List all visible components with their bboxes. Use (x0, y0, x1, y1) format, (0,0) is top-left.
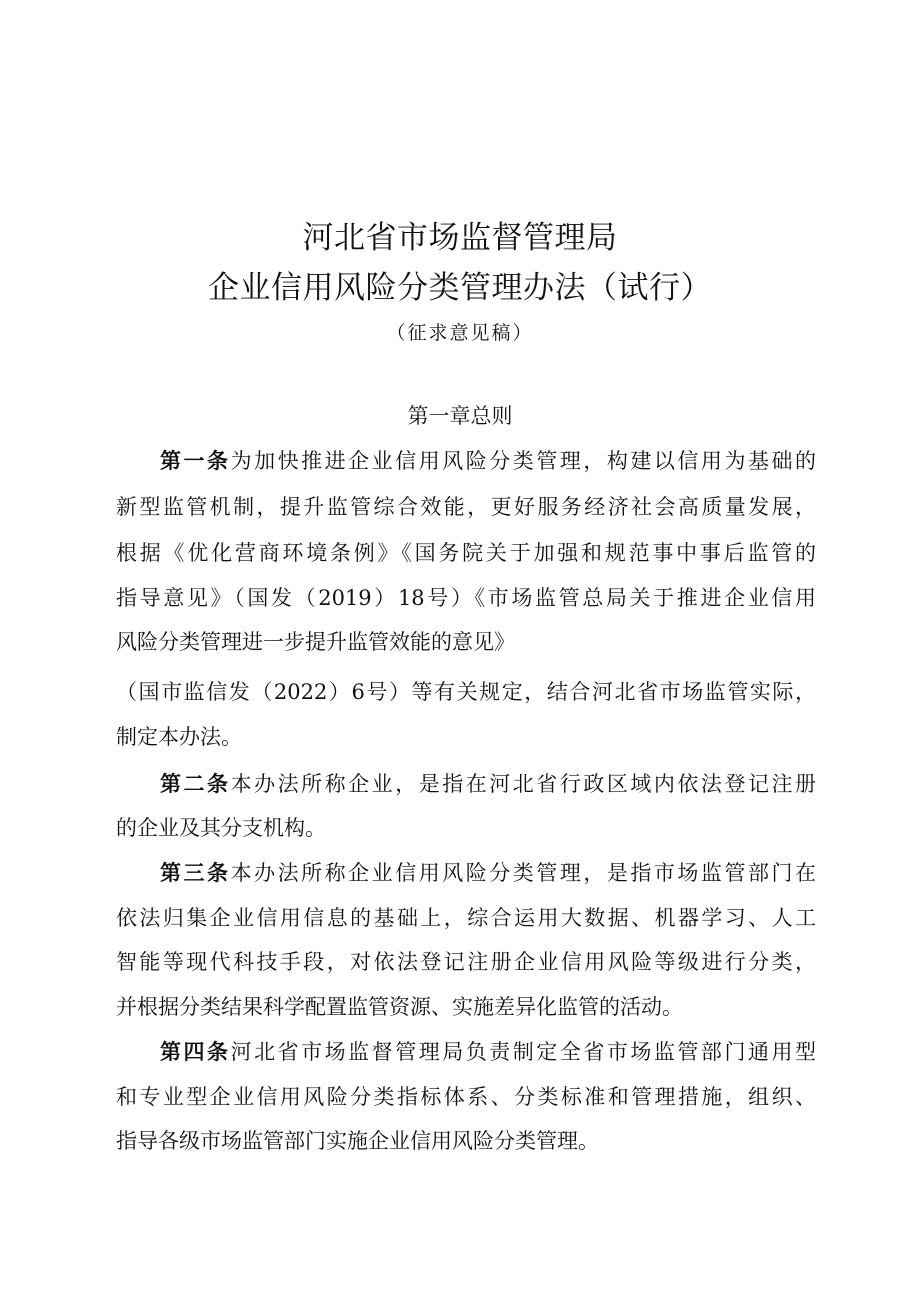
article-4-line-3: 指导各级市场监管部门实施企业信用风险分类管理。 (116, 1129, 599, 1153)
article-3-line-3: 智能等现代科技手段，对依法登记注册企业信用风险等级进行分类， (116, 950, 816, 974)
document-title-line-2: 企业信用风险分类管理办法（试行） (208, 270, 712, 306)
article-1-text: 为加快推进企业信用风险分类管理，构建以信用为基础的 (230, 449, 817, 473)
article-1-line-3: 根据《优化营商环境条例》《国务院关于加强和规范事中事后监管的 (116, 541, 816, 565)
article-2-heading: 第二条 (160, 772, 231, 796)
article-2-line-1 (160, 764, 816, 804)
article-2-text: 本办法所称企业，是指在河北省行政区域内依法登记注册 (230, 772, 817, 796)
article-4-line-1 (160, 1032, 816, 1072)
article-4-heading: 第四条 (160, 1040, 231, 1064)
article-1-line-6: （国市监信发（2022）6号）等有关规定，结合河北省市场监管实际， (116, 680, 816, 704)
article-3-line-2: 依法归集企业信用信息的基础上，综合运用大数据、机器学习、人工 (116, 906, 816, 930)
article-1-line-7: 制定本办法。 (116, 725, 242, 749)
article-3-heading: 第三条 (160, 861, 231, 885)
document-subtitle: （征求意见稿） (386, 322, 534, 344)
article-2-line-2: 的企业及其分支机构。 (116, 816, 326, 840)
article-4-text: 河北省市场监督管理局负责制定全省市场监管部门通用型 (230, 1040, 817, 1064)
chapter-heading: 第一章总则 (407, 404, 513, 428)
article-1-line-5: 风险分类管理进一步提升监管效能的意见》 (116, 630, 515, 654)
article-3-line-4: 并根据分类结果科学配置监管资源、实施差异化监管的活动。 (116, 995, 683, 1019)
article-1-heading: 第一条 (160, 449, 231, 473)
document-title-line-1: 河北省市场监督管理局 (302, 220, 618, 256)
article-1-line-1 (160, 441, 816, 481)
article-3-text: 本办法所称企业信用风险分类管理，是指市场监管部门在 (230, 861, 817, 885)
article-3-line-1 (160, 853, 816, 893)
article-4-line-2: 和专业型企业信用风险分类指标体系、分类标准和管理措施，组织、 (116, 1085, 816, 1109)
article-1-line-4: 指导意见》（国发（2019）18号）《市场监管总局关于推进企业信用 (116, 586, 816, 610)
article-1-line-2: 新型监管机制，提升监管综合效能，更好服务经济社会高质量发展， (116, 495, 816, 519)
